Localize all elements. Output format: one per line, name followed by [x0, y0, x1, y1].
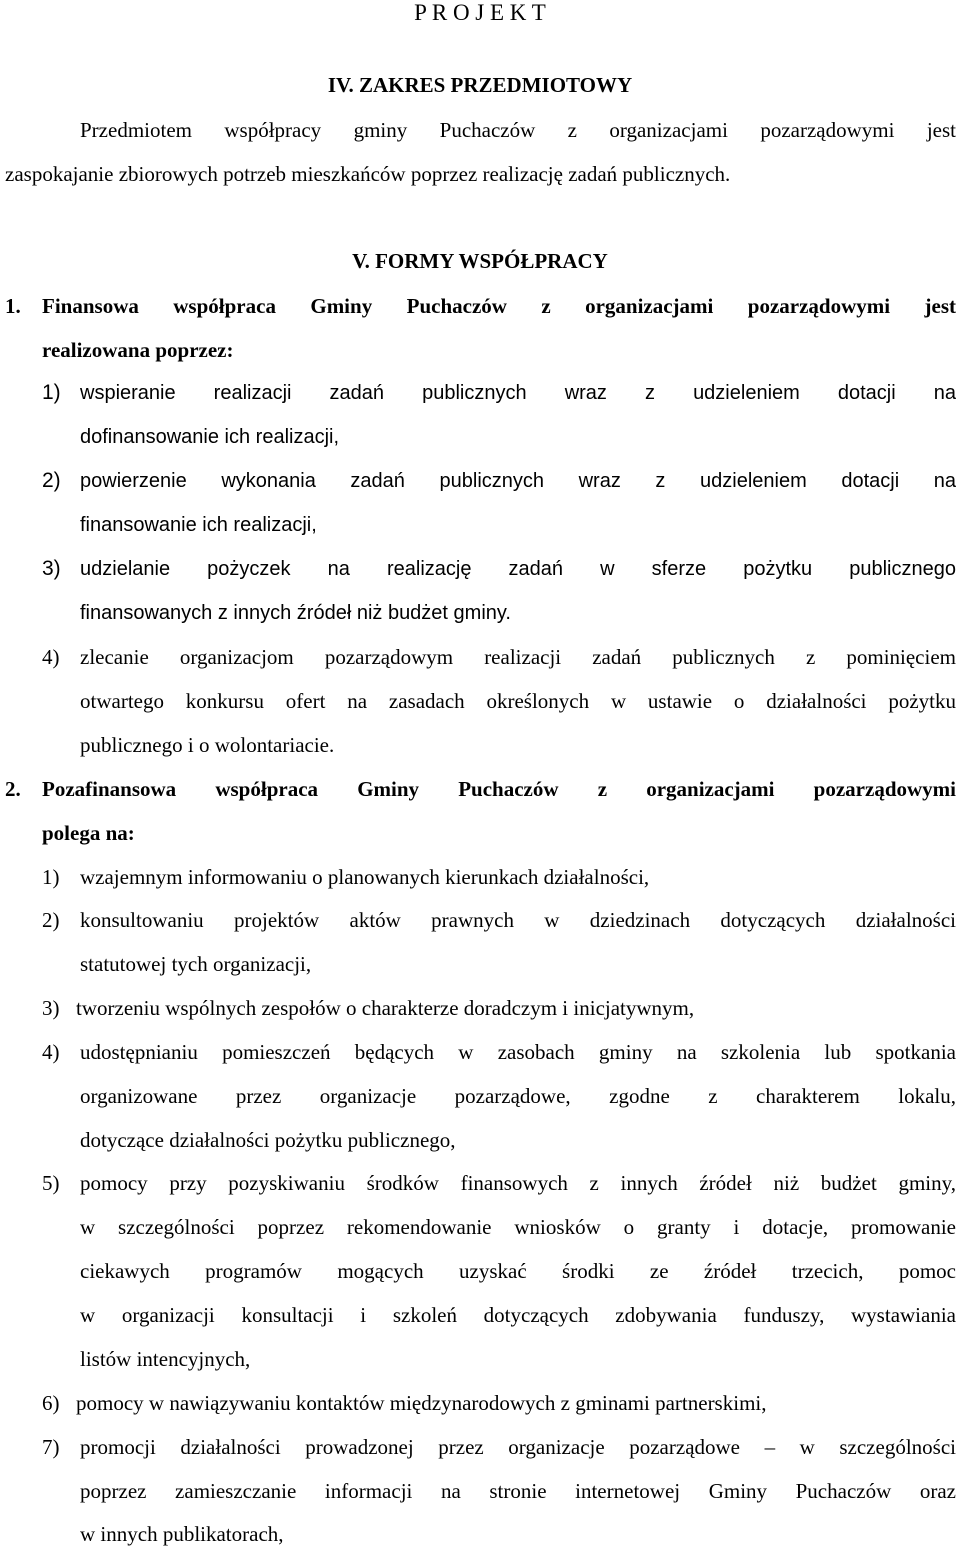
- p1-item-3-line-2: finansowanych z innych źródeł niż budżet gminy.: [80, 602, 511, 624]
- p1-item-2-line-1: powierzenie wykonania zadań publicznych wraz z udzieleniem dotacji na: [80, 470, 956, 492]
- p2-item-5-line-2: w szczególności poprzez rekomendowanie wniosków o granty i dotacje, promowanie: [80, 1215, 956, 1239]
- p2-item-7-number: 7): [42, 1435, 60, 1459]
- p1-item-4-line-2: otwartego konkursu ofert na zasadach określonych w ustawie o działalności pożytku: [80, 689, 956, 713]
- p1-item-4-line-1: zlecanie organizacjom pozarządowym realizacji zadań publicznych z pominięciem: [80, 645, 956, 669]
- paragraph-2-intro-line-1: Pozafinansowa współpraca Gminy Puchaczów z organizacjami pozarządowymi: [42, 777, 956, 801]
- p2-item-5-line-5: listów intencyjnych,: [80, 1347, 251, 1371]
- p2-item-3-number: 3): [42, 996, 60, 1020]
- p2-item-4-line-3: dotyczące działalności pożytku publicznego,: [80, 1128, 456, 1152]
- paragraph-1-intro-line-2: realizowana poprzez:: [42, 338, 234, 362]
- paragraph-1-intro-line-1: Finansowa współpraca Gminy Puchaczów z organizacjami pozarządowymi jest: [42, 294, 956, 318]
- section-iv-line-1: Przedmiotem współpracy gminy Puchaczów z organizacjami pozarządowymi jest: [80, 118, 956, 142]
- p2-item-2-number: 2): [42, 908, 60, 932]
- p2-item-5-number: 5): [42, 1171, 60, 1195]
- section-v-title: V. FORMY WSPÓŁPRACY: [352, 249, 608, 273]
- p1-item-1-line-2: dofinansowanie ich realizacji,: [80, 426, 340, 448]
- p1-item-2-number: 2): [42, 469, 61, 492]
- p2-item-5-line-3: ciekawych programów mogących uzyskać środki ze źródeł trzecich, pomoc: [80, 1259, 956, 1283]
- p1-item-1-line-1: wspieranie realizacji zadań publicznych wraz z udzieleniem dotacji na: [80, 382, 956, 404]
- p1-item-1-number: 1): [42, 381, 61, 404]
- p2-item-7-line-2: poprzez zamieszczanie informacji na stronie internetowej Gminy Puchaczów oraz: [80, 1479, 956, 1503]
- p2-item-2-line-2: statutowej tych organizacji,: [80, 952, 312, 976]
- paragraph-2-number: 2.: [5, 777, 21, 801]
- p2-item-6-number: 6): [42, 1391, 60, 1415]
- section-iv-line-2: zaspokajanie zbiorowych potrzeb mieszkańców poprzez realizację zadań publicznych.: [5, 162, 731, 186]
- p2-item-5-line-1: pomocy przy pozyskiwaniu środków finansowych z innych źródeł niż budżet gminy,: [80, 1171, 956, 1195]
- p2-item-1-number: 1): [42, 865, 60, 889]
- p2-item-2-line-1: konsultowaniu projektów aktów prawnych w dziedzinach dotyczących działalności: [80, 908, 956, 932]
- p1-item-2-line-2: finansowanie ich realizacji,: [80, 514, 317, 536]
- p1-item-4-line-3: publicznego i o wolontariacie.: [80, 733, 335, 757]
- p1-item-4-number: 4): [42, 645, 60, 669]
- p1-item-3-number: 3): [42, 557, 61, 580]
- p2-item-4-line-1: udostępnianiu pomieszczeń będących w zasobach gminy na szkolenia lub spotkania: [80, 1040, 956, 1064]
- paragraph-1-number: 1.: [5, 294, 21, 318]
- section-iv-title: IV. ZAKRES PRZEDMIOTOWY: [327, 73, 633, 97]
- p2-item-6-line-1: pomocy w nawiązywaniu kontaktów międzynarodowych z gminami partnerskimi,: [76, 1391, 767, 1415]
- p2-item-4-line-2: organizowane przez organizacje pozarządowe, zgodne z charakterem lokalu,: [80, 1084, 956, 1108]
- p1-item-3-line-1: udzielanie pożyczek na realizację zadań w sferze pożytku publicznego: [80, 558, 956, 580]
- p2-item-7-line-3: w innych publikatorach,: [80, 1522, 284, 1546]
- projekt-header: P R O J E K T: [414, 0, 546, 25]
- paragraph-2-intro-line-2: polega na:: [42, 821, 135, 845]
- p2-item-5-line-4: w organizacji konsultacji i szkoleń dotyczących zdobywania funduszy, wystawiania: [80, 1303, 956, 1327]
- p2-item-4-number: 4): [42, 1040, 60, 1064]
- p2-item-1-line-1: wzajemnym informowaniu o planowanych kierunkach działalności,: [80, 865, 650, 889]
- p2-item-7-line-1: promocji działalności prowadzonej przez organizacje pozarządowe – w szczególności: [80, 1435, 956, 1459]
- p2-item-3-line-1: tworzeniu wspólnych zespołów o charakterze doradczym i inicjatywnym,: [76, 996, 695, 1020]
